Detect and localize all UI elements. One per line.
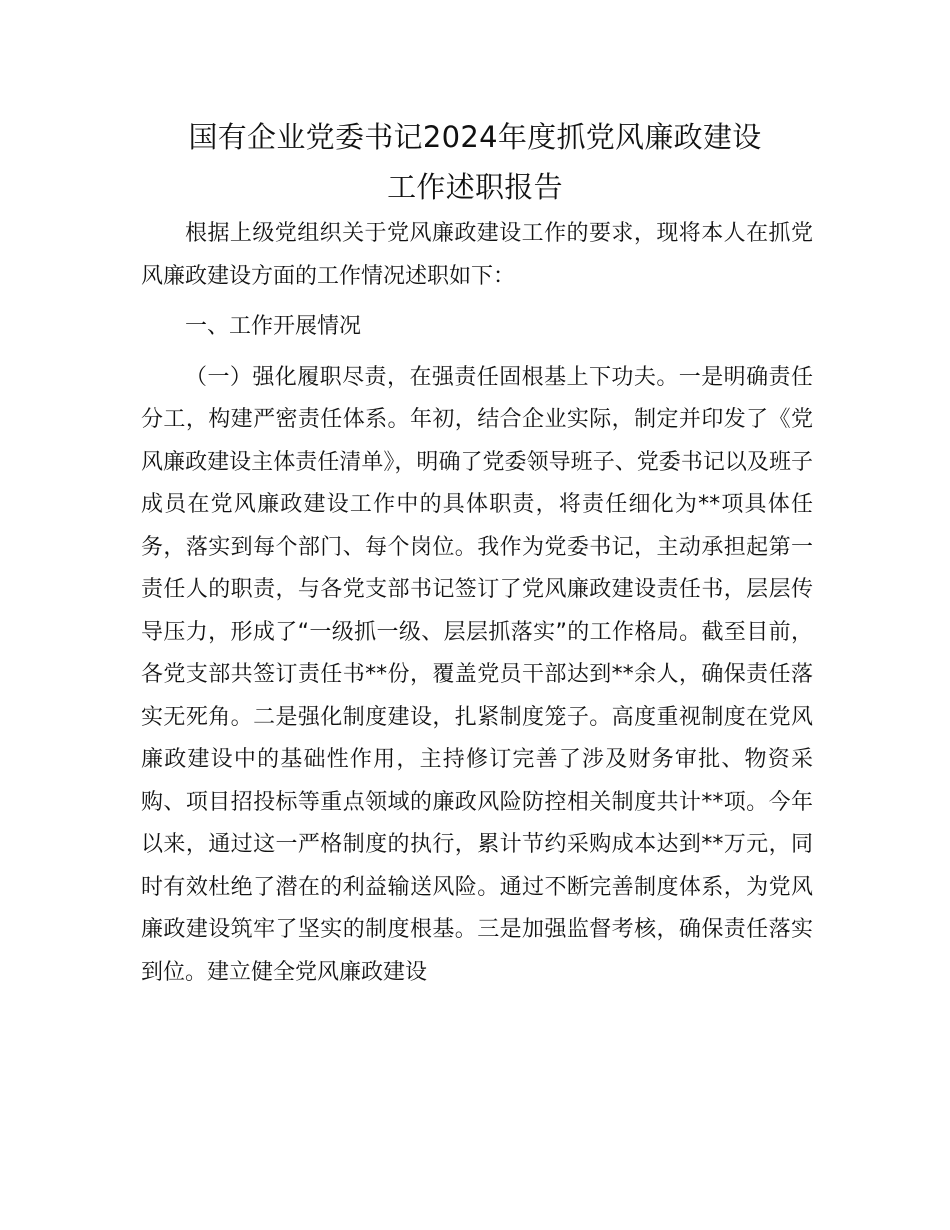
title-line-2: 工作述职报告	[387, 170, 563, 204]
body-paragraph: （一）强化履职尽责，在强责任固根基上下功夫。一是明确责任分工，构建严密责任体系。年初，结合企业实际，制定并印发了《党风廉政建设主体责任清单》，明确了党委领导班子、党委书记以及班子成员在党风廉政建设工作中的具体职责，将责任细化为**项具体任务，落实到每个部门、每个岗位。我作为党委书记，主动承担起第一责任人的职责，与各党支部书记签订了党风廉政建设责任书，层层传导压力，形成了“一级抓一级、层层抓落实”的工作格局。截至目前，各党支部共签订责任书**份，覆盖党员干部达到**余人，确保责任落实无死角。二是强化制度建设，扎紧制度笼子。高度重视制度在党风廉政建设中的基础性作用，主持修订完善了涉及财务审批、物资采购、项目招投标等重点领域的廉政风险防控相关制度共计**项。今年以来，通过这一严格制度的执行，累计节约采购成本达到**万元，同时有效杜绝了潜在的利益输送风险。通过不断完善制度体系，为党风廉政建设筑牢了坚实的制度根基。三是加强监督考核，确保责任落实到位。建立健全党风廉政建设	[141, 364, 813, 985]
title-line-1: 国有企业党委书记2024年度抓党风廉政建设	[188, 120, 762, 154]
section-heading: 一、工作开展情况	[185, 314, 362, 339]
intro-paragraph: 根据上级党组织关于党风廉政建设工作的要求，现将本人在抓党风廉政建设方面的工作情况述职如下：	[141, 221, 813, 289]
document-body	[141, 213, 813, 1002]
document-title	[100, 112, 850, 212]
